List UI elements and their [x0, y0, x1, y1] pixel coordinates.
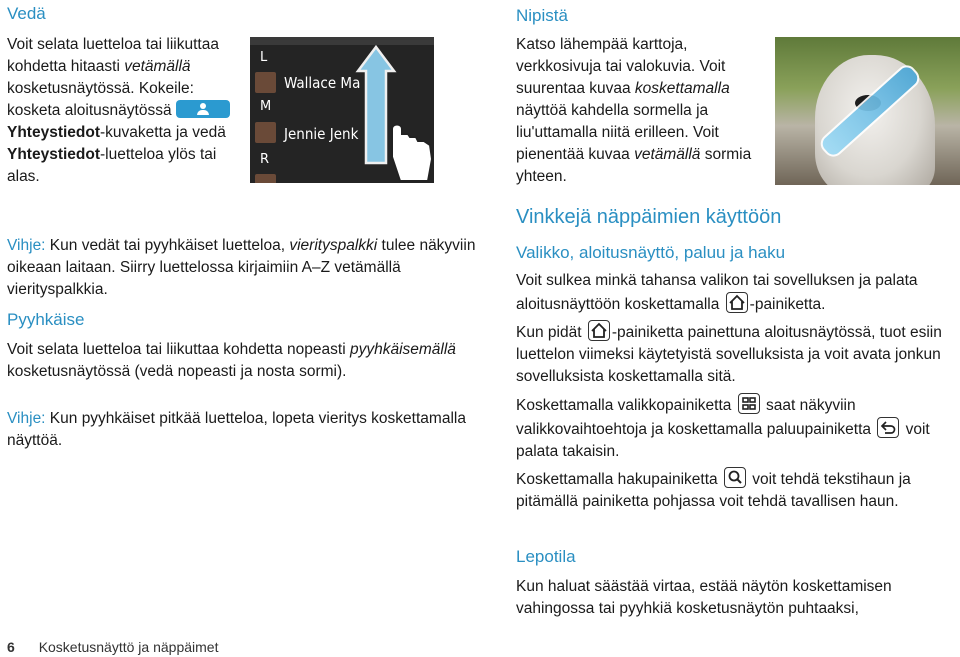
drag-paragraph: Voit selata luetteloa tai liikuttaa kohdetta hitaasti vetämällä kosketusnäytössä. Kokeile: kosketa aloitusnäytössä Yhteystiedot-kuvaketta ja vedä Yhteystiedot-luetteloa ylös tai alas.: [7, 34, 247, 188]
sleep-section-title: Lepotila: [516, 547, 576, 566]
hand-pointer-icon: [354, 41, 434, 183]
avatar: [255, 174, 276, 183]
keys-subtitle: Valikko, aloitusnäyttö, paluu ja haku: [516, 243, 786, 262]
recent-apps-paragraph: Kun pidät -painiketta painettuna aloitusnäytössä, tuot esiin luettelon viimeksi käytetyistä sovelluksista ja voit avata jonkun sovelluksista koskettamalla sitä.: [516, 320, 956, 388]
menu-back-paragraph: Koskettamalla valikkopainiketta saat näkyviin valikkovaihtoehtoja ja koskettamalla paluupainiketta voit palata takaisin.: [516, 393, 956, 463]
contacts-list-screenshot: [250, 37, 434, 183]
home-icon: [726, 292, 748, 313]
hint-stop-scroll: Vihje: Kun pyyhkäiset pitkää luetteloa, lopeta vieritys koskettamalla näyttöä.: [7, 410, 466, 449]
contact-name: Wallace Ma: [284, 74, 361, 92]
home-icon: [588, 320, 610, 341]
avatar: [255, 72, 276, 93]
contact-name: Jennie Jenk: [284, 125, 359, 143]
flick-paragraph: Voit selata luetteloa tai liikuttaa kohdetta nopeasti pyyhkäisemällä kosketusnäytössä (vedä nopeasti ja nosta sormi).: [7, 341, 456, 380]
keys-section-title: Vinkkejä näppäimien käyttöön: [516, 206, 782, 228]
index-letter: L: [260, 50, 268, 65]
sleep-paragraph: Kun haluat säästää virtaa, estää näytön koskettamisen vahingossa tai pyyhkiä kosketusnäytön puhtaaksi,: [516, 578, 892, 617]
footer-section: Kosketusnäyttö ja näppäimet: [38, 639, 219, 655]
pinch-paragraph: Katso lähempää karttoja, verkkosivuja tai valokuvia. Voit suurentaa kuvaa koskettamalla näyttöä kahdella sormella ja liu'uttamalla niitä erilleen. Voit pienentää kuvaa vetämällä sormia yhteen.: [516, 36, 752, 185]
contacts-icon: [176, 100, 230, 118]
search-icon: [724, 467, 746, 488]
drag-section-title: Vedä: [7, 4, 46, 23]
menu-icon: [738, 393, 760, 414]
page-number: 6: [7, 639, 15, 655]
index-letter: M: [260, 99, 272, 114]
flick-section-title: Pyyhkäise: [7, 310, 85, 329]
back-icon: [877, 417, 899, 438]
page-footer: [7, 639, 218, 655]
index-letter: R: [260, 152, 270, 167]
horse-photo: [775, 37, 960, 185]
avatar: [255, 122, 276, 143]
hint-scrollbar: Vihje: Kun vedät tai pyyhkäiset luetteloa, vierityspalkki tulee näkyviin oikeaan laitaan. Siirry luettelossa kirjaimiin A–Z vetämällä vierityspalkkia.: [7, 237, 476, 298]
search-key-paragraph: Koskettamalla hakupainiketta voit tehdä tekstihaun ja pitämällä painiketta pohjassa voit tehdä tavallisen haun.: [516, 467, 956, 513]
home-key-paragraph: Voit sulkea minkä tahansa valikon tai sovelluksen ja palata aloitusnäyttöön koskettamalla -painiketta.: [516, 272, 918, 313]
pinch-section-title: Nipistä: [516, 6, 568, 25]
